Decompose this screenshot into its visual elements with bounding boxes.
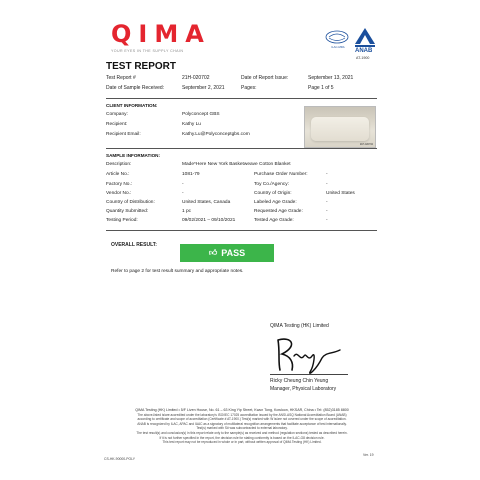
ilac-mra-label: ILAC-MRA bbox=[331, 45, 345, 49]
recipient-label: Recipient: bbox=[106, 122, 128, 127]
signatory-name: Ricky Cheung Chin Yeung bbox=[270, 378, 329, 384]
sample-photo bbox=[304, 106, 376, 148]
refer-note: Refer to page 2 for test result summary and appropriate notes. bbox=[111, 269, 244, 274]
labeled-age-label: Labeled Age Grade: bbox=[254, 200, 297, 205]
qima-logo bbox=[111, 22, 211, 53]
article-value: 1081-79 bbox=[182, 172, 200, 177]
issue-date-label: Date of Report Issue: bbox=[241, 75, 289, 81]
tested-age-value: - bbox=[326, 218, 328, 223]
thumbs-up-icon: 👍︎ bbox=[208, 248, 218, 257]
signatory-lab-name: QIMA Testing (HK) Limited bbox=[270, 323, 329, 329]
toy-agency-value: - bbox=[326, 182, 328, 187]
recipient-email-label: Recipient Email: bbox=[106, 132, 141, 137]
po-value: - bbox=[326, 172, 328, 177]
recipient-value: Kathy Lu bbox=[182, 122, 201, 127]
sample-info-heading: SAMPLE INFORMATION: bbox=[106, 153, 161, 158]
accreditation-marks bbox=[325, 26, 380, 68]
vendor-label: Vendor No.: bbox=[106, 191, 132, 196]
testing-period-value: 09/02/2021 – 09/10/2021 bbox=[182, 218, 236, 223]
received-date-label: Date of Sample Received: bbox=[106, 85, 165, 91]
tested-age-label: Tested Age Grade: bbox=[254, 218, 294, 223]
divider bbox=[106, 98, 377, 99]
footer-line-5: The test result(s) and conclusion(s) in this report relate only to the sample(s) as received and method (regulation sections) tested as described herein. bbox=[136, 430, 348, 435]
testing-period-label: Testing Period: bbox=[106, 218, 138, 223]
recipient-email-value: Kathy.Lu@Polyconceptgbs.com bbox=[182, 132, 250, 137]
issue-date: September 13, 2021 bbox=[308, 75, 354, 81]
distribution-value: United States, Canada bbox=[182, 200, 231, 205]
pass-text: PASS bbox=[221, 248, 246, 258]
overall-result-label: OVERALL RESULT: bbox=[111, 242, 157, 248]
footer-line-7: This test report may not be reproduced in whole or in part, without written approval of QIMA Testing (HK) Limited. bbox=[162, 440, 322, 445]
origin-label: Country of Origin: bbox=[254, 191, 292, 196]
requested-age-value: - bbox=[326, 209, 328, 214]
toy-agency-label: Toy Co./Agency: bbox=[254, 182, 289, 187]
photo-report-label: 21H-020702 bbox=[359, 143, 373, 146]
footer-line-3: ANAB is recognized by ILAC, APAC and IAAC as a signatory of multilateral recognition arrangements that facilitate acceptance of test internationally. bbox=[137, 421, 347, 426]
po-label: Purchase Order Number: bbox=[254, 172, 308, 177]
received-date: September 2, 2021 bbox=[182, 85, 225, 91]
quantity-label: Quantity Submitted: bbox=[106, 209, 149, 214]
factory-value: - bbox=[182, 182, 184, 187]
pages-value: Page 1 of 5 bbox=[308, 85, 334, 91]
form-version: Ver. 19 bbox=[363, 453, 374, 457]
report-number: 21H-020702 bbox=[182, 75, 210, 81]
article-label: Article No.: bbox=[106, 172, 130, 177]
origin-value: United States bbox=[326, 191, 355, 196]
folded-blanket-image bbox=[311, 117, 369, 141]
ilac-mra-logo-icon bbox=[325, 30, 349, 44]
pages-label: Pages: bbox=[241, 85, 257, 91]
description-value: Made*Here New York Basketweave Cotton Blanket bbox=[182, 162, 291, 167]
signatory-title: Manager, Physical Laboratory bbox=[270, 386, 337, 392]
page-title: TEST REPORT bbox=[106, 61, 177, 72]
distribution-label: Country of Distribution: bbox=[106, 200, 155, 205]
factory-label: Factory No.: bbox=[106, 182, 133, 187]
footer-address: QIMA Testing (HK) Limited • 5/F Liven House, No. 61 – 63 King Yip Street, Kwun Tong, Kowloon, HKSAR, China • Tel: (852)3185 8800 bbox=[135, 408, 349, 412]
footer-line-6: If it is not further specified in the report, the decision rule for stating conformity is based on the ILAC-G8 decision rule. bbox=[159, 435, 325, 440]
anab-label: ANAB bbox=[355, 48, 373, 54]
requested-age-label: Requested Age Grade: bbox=[254, 209, 303, 214]
footer-line-1: The above-listed is/are accredited under the laboratory's ISO/IEC 17025 accreditation issued by the ANSI-ASQ National Accreditation Board (ANAB) bbox=[137, 412, 347, 417]
company-label: Company: bbox=[106, 112, 128, 117]
footer-line-4: Test(s) marked with S# was subcontracted to external laboratory. bbox=[196, 426, 288, 431]
company-value: Polyconcept GBS bbox=[182, 112, 220, 117]
quantity-value: 1 pc bbox=[182, 209, 192, 214]
vendor-value: - bbox=[182, 191, 184, 196]
logo-tagline: YOUR EYES IN THE SUPPLY CHAIN bbox=[111, 49, 184, 53]
divider bbox=[106, 148, 377, 149]
logo-wordmark: QIMA bbox=[111, 20, 211, 48]
signature-image bbox=[272, 332, 344, 376]
labeled-age-value: - bbox=[326, 200, 328, 205]
client-info-heading: CLIENT INFORMATION: bbox=[106, 103, 158, 108]
report-number-label: Test Report # bbox=[106, 75, 136, 81]
footer-line-2: according to certificate and scope of accreditation (Certificate # AT-1900.) Test(s) marked with W is/are not covered under the scope of accreditation. bbox=[137, 417, 347, 422]
anab-logo-icon bbox=[353, 26, 377, 48]
description-label: Description: bbox=[106, 162, 132, 167]
form-code: CS-HK-90000-POLY bbox=[104, 457, 136, 461]
footer-notes bbox=[104, 408, 380, 445]
signature-line bbox=[270, 374, 348, 375]
divider bbox=[106, 230, 377, 231]
anab-certificate-id: AT-1900 bbox=[356, 56, 370, 60]
pass-badge bbox=[180, 244, 274, 262]
